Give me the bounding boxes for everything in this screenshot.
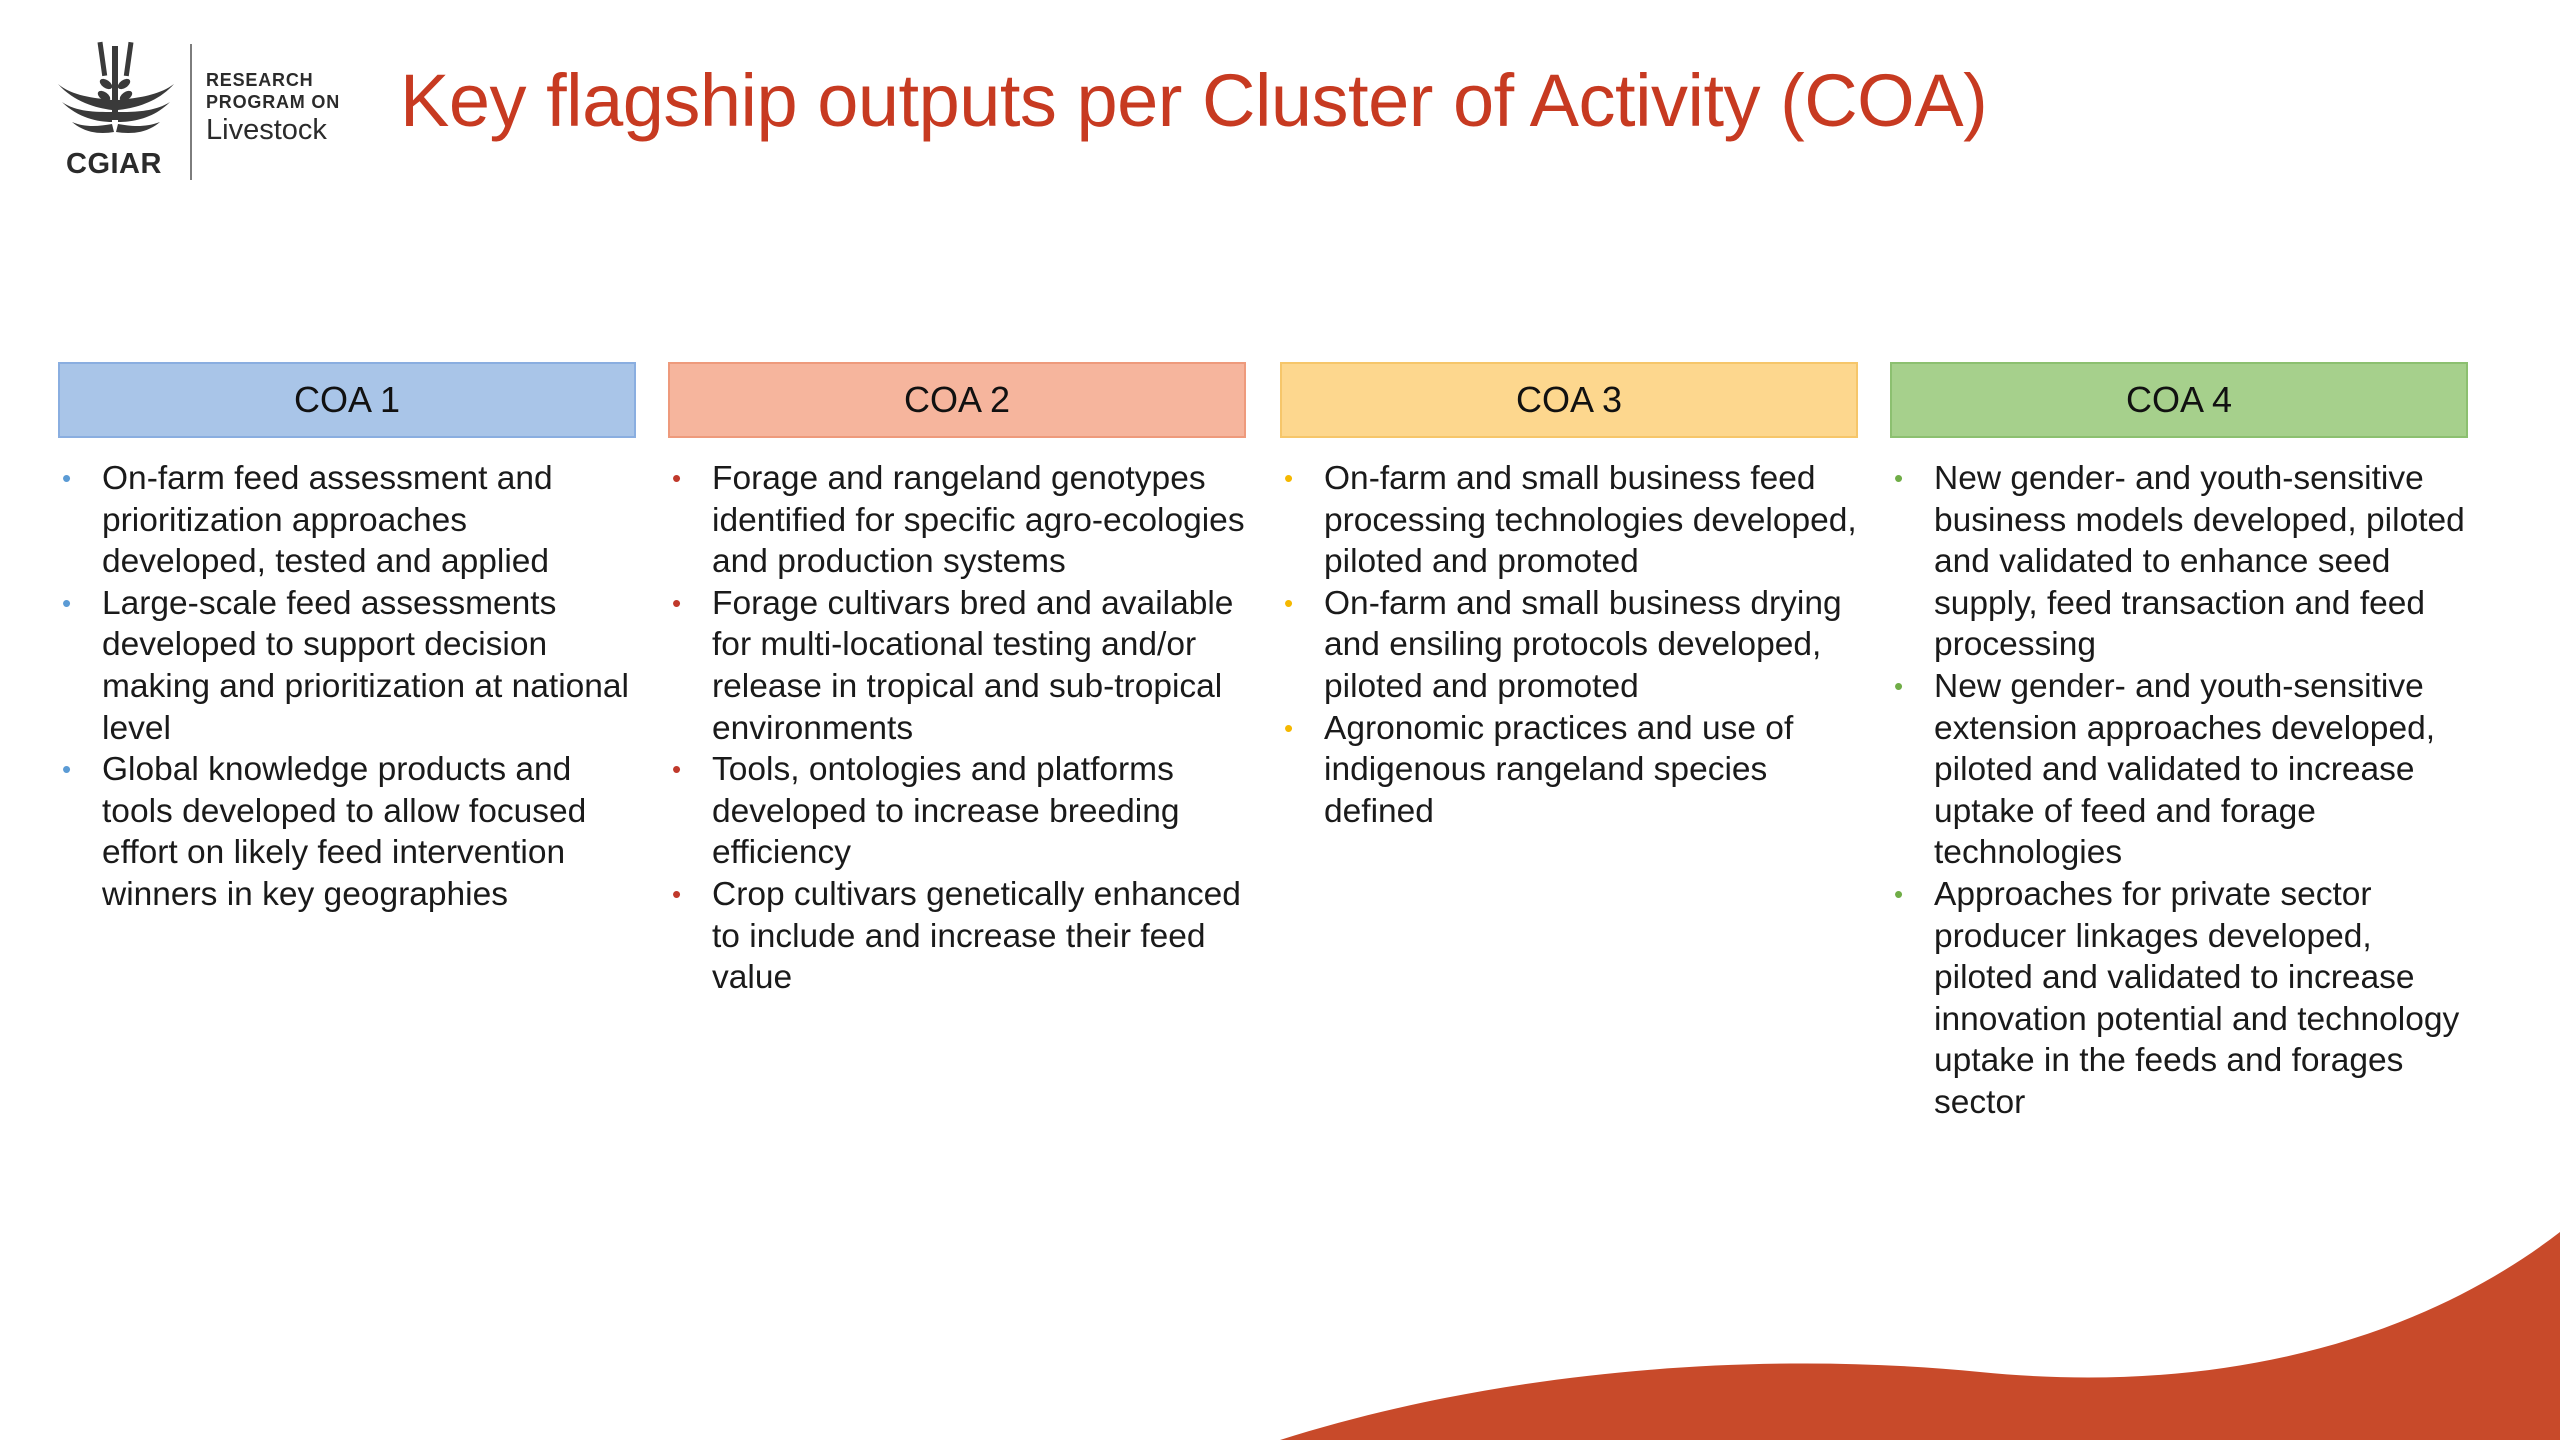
bullet-dot-icon: • (1894, 878, 1904, 909)
list-item: • Agronomic practices and use of indigenous rangeland species defined (1284, 709, 1794, 830)
coa-column-4 (1890, 362, 2468, 1124)
coa-3-output-list (1280, 458, 1858, 832)
list-item: • Approaches for private sector producer linkages developed, piloted and validated to increase innovation potential and technology uptake in the feeds and forages sector (1894, 875, 2460, 1121)
list-item: • Global knowledge products and tools developed to allow focused effort on likely feed intervention winners in key geographies (62, 751, 587, 913)
bullet-dot-icon: • (1284, 463, 1294, 493)
list-item: • Forage cultivars bred and available for multi-locational testing and/or release in tropical and sub-tropical environments (672, 584, 1234, 747)
logo-program-name: Livestock (206, 114, 327, 146)
coa-2-output-list (668, 458, 1246, 999)
logo-org-name: CGIAR (66, 148, 162, 180)
bullet-dot-icon: • (62, 754, 72, 785)
page-title: Key flagship outputs per Cluster of Activity (COA) (400, 59, 1988, 142)
coa-column-1 (58, 362, 636, 916)
bullet-dot-icon: • (672, 878, 682, 909)
logo-program-line1: RESEARCH (206, 70, 314, 90)
logo-program-line2: PROGRAM ON (206, 92, 340, 112)
coa-header-4: COA 4 (1890, 362, 2468, 438)
wheat-emblem-icon (56, 40, 176, 140)
list-item: • On-farm feed assessment and prioritization approaches developed, tested and applied (62, 460, 553, 581)
list-item: • Tools, ontologies and platforms developed to increase breeding efficiency (672, 751, 1180, 872)
bullet-dot-icon: • (1894, 670, 1904, 701)
coa-header-3: COA 3 (1280, 362, 1858, 438)
coa-header-2: COA 2 (668, 362, 1246, 438)
logo-divider (190, 44, 192, 180)
coa-column-2 (668, 362, 1246, 999)
bullet-dot-icon: • (672, 587, 682, 618)
cgiar-logo (56, 40, 356, 185)
bullet-dot-icon: • (62, 587, 72, 618)
bullet-dot-icon: • (1284, 587, 1294, 618)
bullet-dot-icon: • (1284, 712, 1294, 743)
coa-1-output-list (58, 458, 636, 916)
bullet-dot-icon: • (1894, 463, 1904, 493)
list-item: • Crop cultivars genetically enhanced to include and increase their feed value (672, 875, 1241, 997)
list-item: • New gender- and youth-sensitive business models developed, piloted and validated to enhance seed supply, feed transaction and feed processing (1894, 460, 2465, 664)
coa-4-output-list (1890, 458, 2468, 1124)
bullet-dot-icon: • (62, 463, 72, 493)
coa-column-3 (1280, 362, 1858, 832)
list-item: • Large-scale feed assessments developed to support decision making and prioritization at national level (62, 584, 630, 747)
list-item: • Forage and rangeland genotypes identified for specific agro-ecologies and production systems (672, 460, 1245, 581)
coa-header-1: COA 1 (58, 362, 636, 438)
list-item: • New gender- and youth-sensitive extension approaches developed, piloted and validated to increase uptake of feed and forage technologies (1894, 667, 2436, 872)
list-item: • On-farm and small business feed processing technologies developed, piloted and promoted (1284, 460, 1857, 581)
list-item: • On-farm and small business drying and ensiling protocols developed, piloted and promoted (1284, 584, 1842, 705)
bullet-dot-icon: • (672, 754, 682, 785)
bullet-dot-icon: • (672, 463, 682, 493)
